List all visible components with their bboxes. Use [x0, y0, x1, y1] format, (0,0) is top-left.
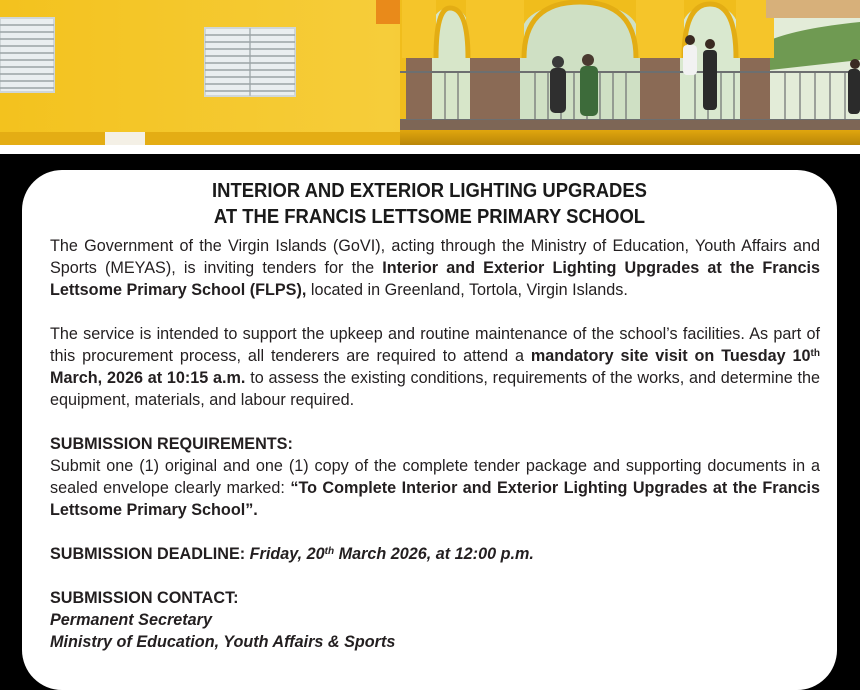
- intro-project-name: Interior and Exterior Lighting Upgrades at the Francis Lettsome Primary School (FLPS),: [50, 259, 820, 299]
- intro-text: The Government of the Virgin Islands (GoVI), acting through the Ministry of Education, Youth Affairs and Sports (MEYAS), is inviting tenders for the: [50, 237, 820, 277]
- contact-heading: SUBMISSION CONTACT:: [50, 589, 239, 607]
- notice-title-line-1: INTERIOR AND EXTERIOR LIGHTING UPGRADES: [212, 179, 647, 202]
- intro-paragraph: [50, 235, 820, 301]
- notice-title-line-2: AT THE FRANCIS LETTSOME PRIMARY SCHOOL: [213, 205, 646, 228]
- requirements-paragraph: [50, 455, 820, 521]
- service-paragraph: [50, 323, 820, 411]
- deadline-line: [50, 543, 820, 565]
- contact-line-1: Permanent Secretary: [50, 611, 212, 629]
- header-divider: [0, 145, 860, 154]
- header-divider-dark: [0, 154, 860, 160]
- school-building-photo: [0, 0, 860, 145]
- intro-location: located in Greenland, Tortola, Virgin Islands.: [306, 281, 628, 299]
- site-visit-time: March, 2026 at 10:15 a.m.: [50, 369, 246, 387]
- envelope-marking: “To Complete Interior and Exterior Lighting Upgrades at the Francis Lettsome Primary School”.: [50, 479, 820, 519]
- service-text: The service is intended to support the upkeep and routine maintenance of the school’s facilities. As part of this procurement process, all tenderers are required to attend a: [50, 325, 820, 365]
- deadline-label: SUBMISSION DEADLINE:: [50, 545, 246, 563]
- site-visit-date: mandatory site visit on Tuesday 10: [530, 347, 811, 365]
- site-visit-date-suffix: th: [810, 348, 820, 359]
- service-purpose: to assess the existing conditions, requirements of the works, and determine the equipment, materials, and labour required.: [50, 369, 820, 409]
- notice-body: [50, 235, 820, 653]
- requirements-text: Submit one (1) original and one (1) copy of the complete tender package and supporting documents in a sealed envelope clearly marked:: [50, 457, 820, 497]
- tender-notice-card: [22, 170, 837, 690]
- window-middle: [205, 28, 295, 96]
- deadline-value: Friday, 20th March 2026, at 12:00 p.m.: [245, 545, 534, 563]
- notice-title: [63, 178, 797, 230]
- contact-line-2: Ministry of Education, Youth Affairs & Sports: [50, 633, 396, 651]
- window-left: [0, 18, 54, 92]
- requirements-heading: SUBMISSION REQUIREMENTS:: [50, 435, 293, 453]
